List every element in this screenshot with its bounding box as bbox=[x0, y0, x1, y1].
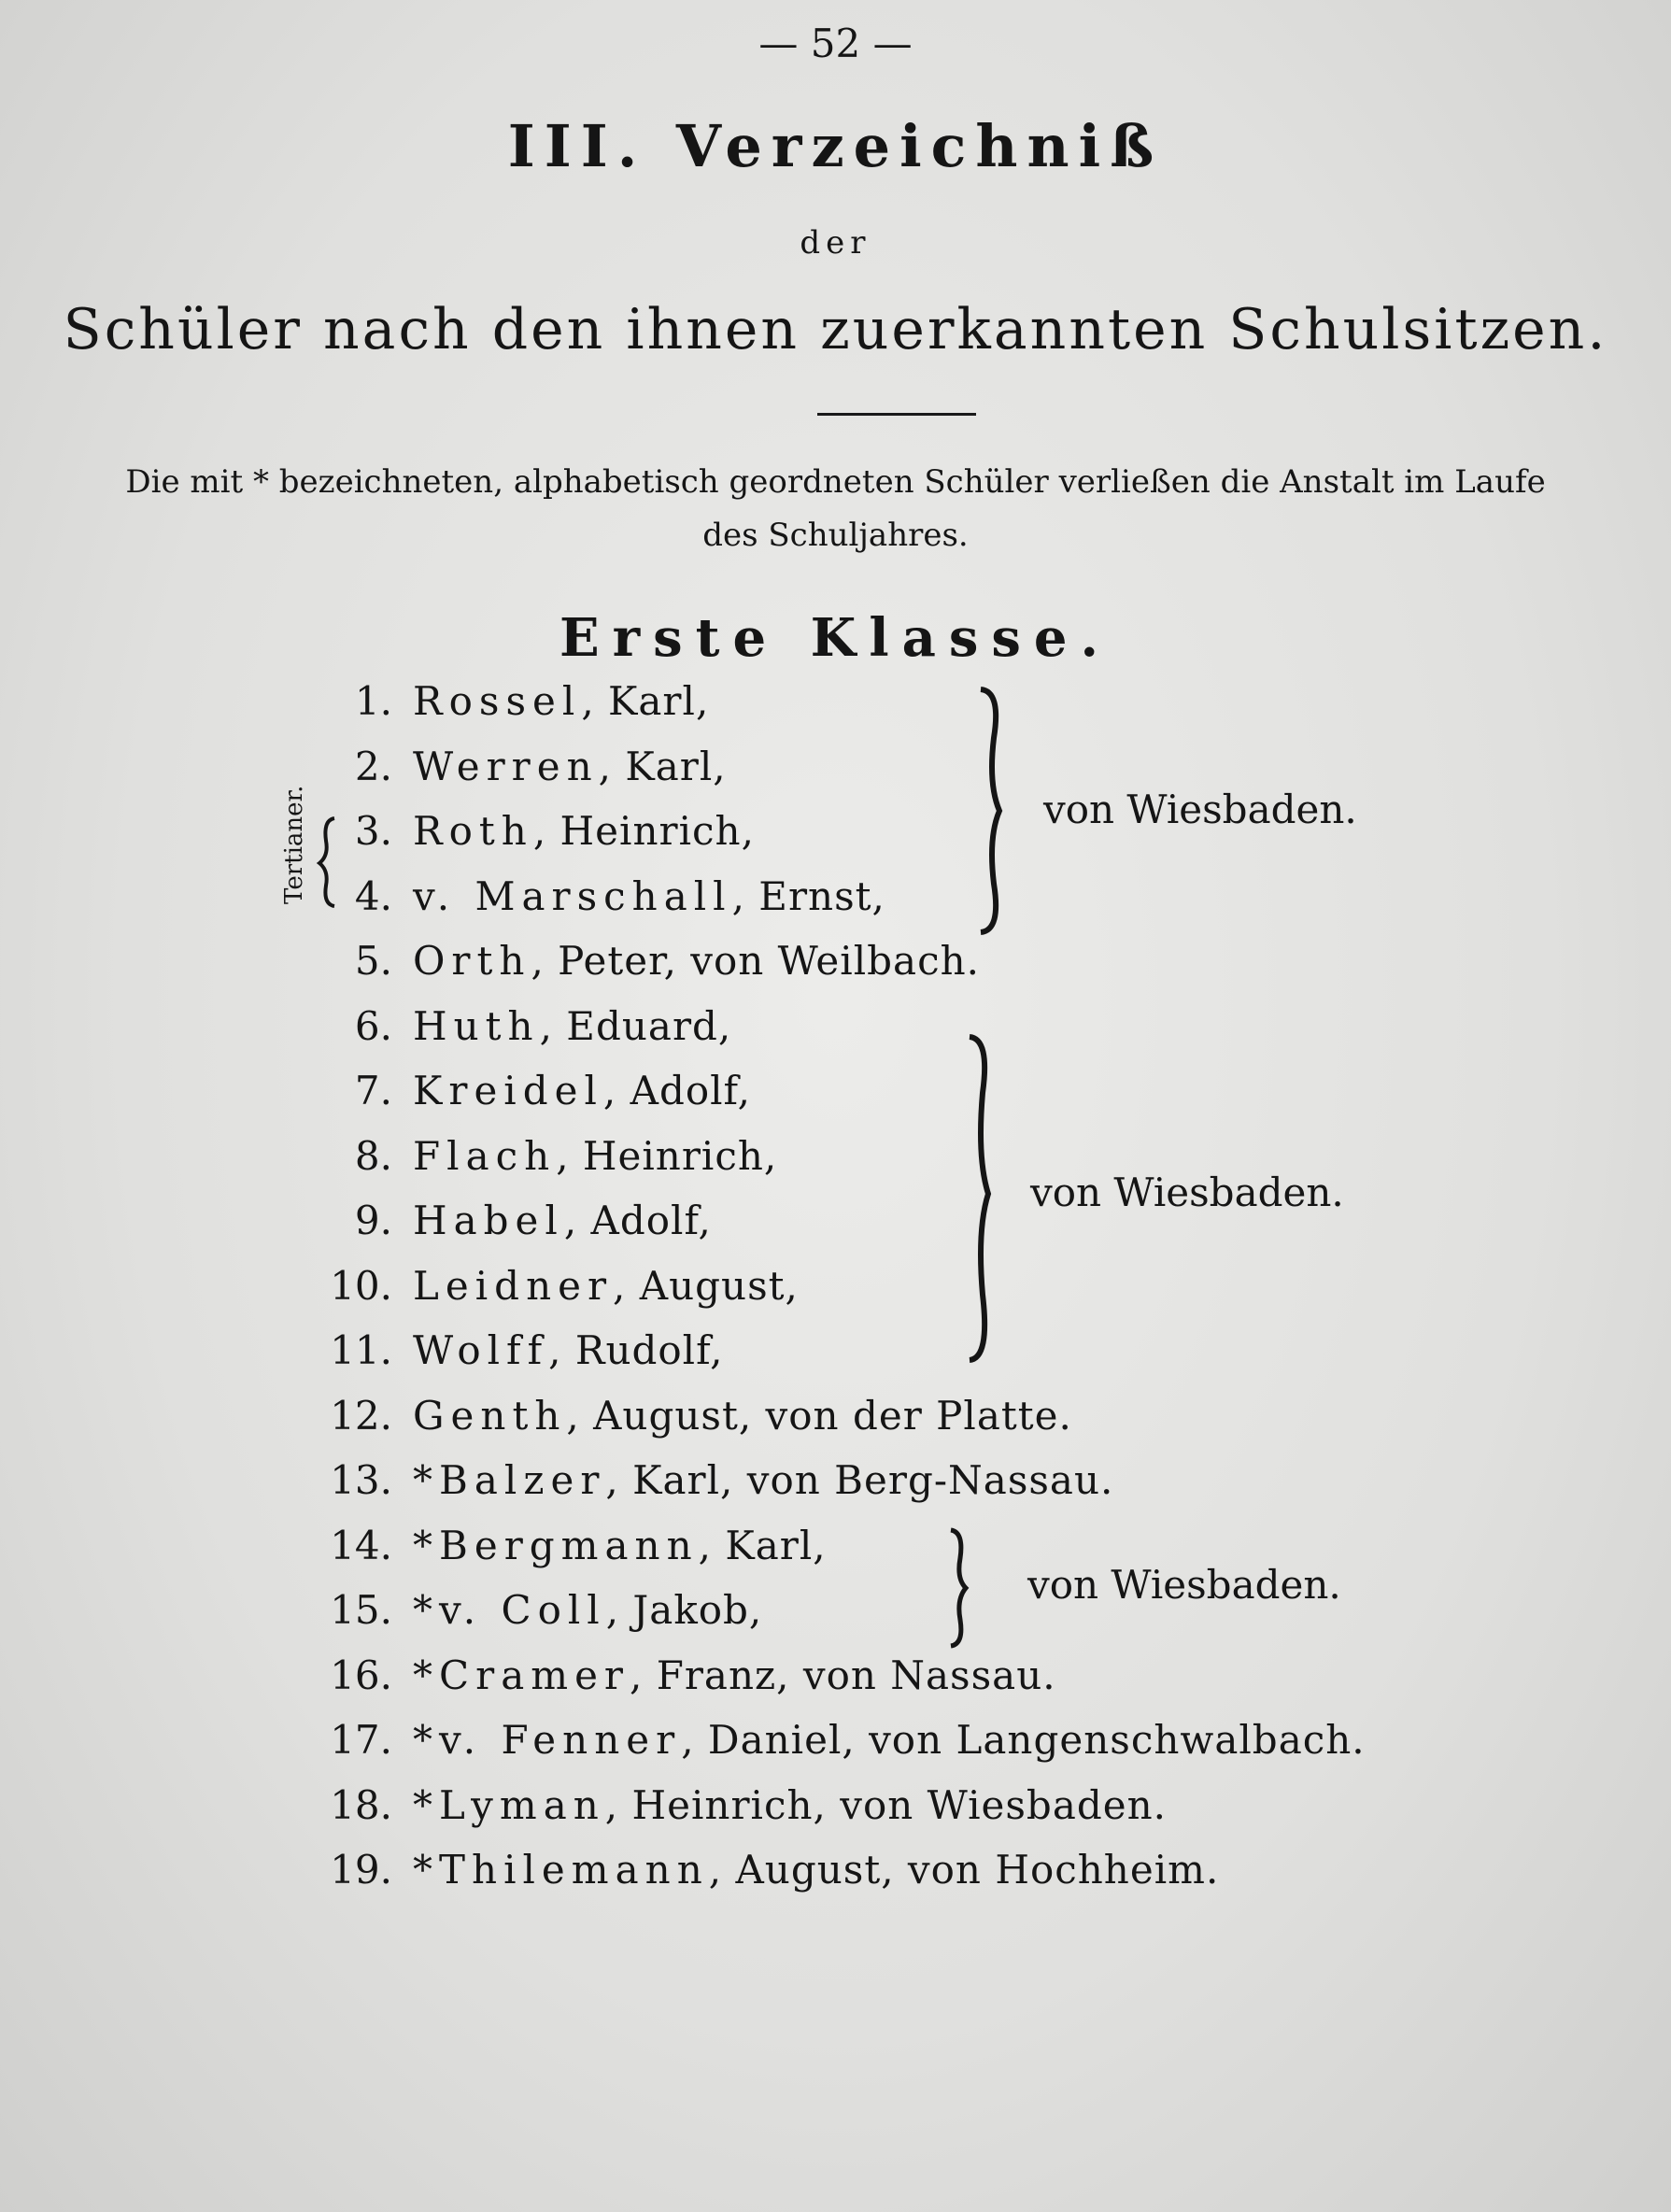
student-number: 10. bbox=[330, 1263, 392, 1309]
student-details: , Heinrich, bbox=[532, 808, 755, 854]
note-line-2: des Schuljahres. bbox=[702, 517, 969, 554]
student-surname: *Thilemann bbox=[413, 1847, 709, 1893]
note-line-1: Die mit * bezeichneten, alphabetisch geordneten Schüler verließen die Anstalt im Laufe bbox=[125, 463, 1546, 501]
student-surname: v. Marschall bbox=[413, 873, 732, 919]
tertianer-label: Tertianer. bbox=[280, 785, 308, 904]
student-number: 5. bbox=[354, 938, 392, 984]
brace-group-2 bbox=[970, 1037, 988, 1360]
student-number: 2. bbox=[354, 744, 392, 789]
student-details: , Karl, von Berg-Nassau. bbox=[605, 1457, 1114, 1503]
student-number: 6. bbox=[354, 1003, 392, 1049]
student-details: , Heinrich, von Wiesbaden. bbox=[604, 1782, 1167, 1828]
student-details: , Heinrich, bbox=[556, 1133, 778, 1179]
student-details: , Jakob, bbox=[605, 1587, 763, 1633]
student-details: , August, von Hochheim. bbox=[708, 1847, 1220, 1893]
student-number: 15. bbox=[330, 1587, 392, 1633]
student-surname: *v. Fenner bbox=[413, 1717, 682, 1763]
student-surname: *Lyman bbox=[413, 1782, 605, 1828]
student-surname: Werren bbox=[413, 744, 599, 789]
student-surname: Habel bbox=[413, 1198, 564, 1243]
student-number: 4. bbox=[354, 873, 392, 919]
brace-note-group-1: von Wiesbaden. bbox=[1043, 787, 1357, 832]
brace-note-group-3: von Wiesbaden. bbox=[1027, 1562, 1341, 1608]
student-details: , Rudolf, bbox=[548, 1327, 724, 1373]
brace-tertianer bbox=[319, 818, 334, 906]
student-number: 7. bbox=[354, 1068, 392, 1113]
student-surname: Flach bbox=[413, 1133, 557, 1179]
student-number: 11. bbox=[330, 1327, 392, 1373]
brace-group-1 bbox=[981, 689, 999, 932]
student-number: 19. bbox=[330, 1847, 392, 1893]
student-surname: *Bergmann bbox=[413, 1523, 699, 1568]
student-details: , August, von der Platte. bbox=[566, 1393, 1072, 1439]
student-surname: Kreidel bbox=[413, 1068, 603, 1113]
student-surname: *v. Coll bbox=[413, 1587, 606, 1633]
student-number: 17. bbox=[330, 1717, 392, 1763]
brace-group-3 bbox=[951, 1530, 966, 1646]
student-details: , August, bbox=[613, 1263, 799, 1309]
class-heading: Erste Klasse. bbox=[559, 607, 1112, 669]
student-details: , Adolf, bbox=[563, 1198, 712, 1243]
student-details: , Karl, bbox=[698, 1523, 827, 1568]
student-surname: *Balzer bbox=[413, 1457, 606, 1503]
student-number: 8. bbox=[354, 1133, 392, 1179]
student-details: , Franz, von Nassau. bbox=[630, 1652, 1056, 1698]
page-number: — 52 — bbox=[758, 21, 913, 66]
student-surname: Leidner bbox=[413, 1263, 614, 1309]
student-number: 9. bbox=[354, 1198, 392, 1243]
student-surname: *Cramer bbox=[413, 1652, 630, 1698]
section-title: III. Verzeichniß bbox=[507, 112, 1164, 180]
student-number: 12. bbox=[330, 1393, 392, 1439]
student-number: 13. bbox=[330, 1457, 392, 1503]
student-details: , Daniel, von Langenschwalbach. bbox=[681, 1717, 1366, 1763]
section-title-connector: der bbox=[800, 224, 871, 262]
student-number: 18. bbox=[330, 1782, 392, 1828]
brace-note-group-2: von Wiesbaden. bbox=[1030, 1170, 1344, 1215]
student-surname: Wolff bbox=[413, 1327, 549, 1373]
student-details: , Ernst, bbox=[731, 873, 885, 919]
student-number: 16. bbox=[330, 1652, 392, 1698]
student-surname: Rossel bbox=[413, 678, 582, 724]
student-details: , Karl, bbox=[598, 744, 727, 789]
student-number: 3. bbox=[354, 808, 392, 854]
student-number: 14. bbox=[330, 1523, 392, 1568]
student-details: , Eduard, bbox=[539, 1003, 732, 1049]
section-subtitle: Schüler nach den ihnen zuerkannten Schulsitzen. bbox=[63, 297, 1608, 362]
student-number: 1. bbox=[354, 678, 392, 724]
student-surname: Genth bbox=[413, 1393, 567, 1439]
student-surname: Orth bbox=[413, 938, 531, 984]
student-details: , Peter, von Weilbach. bbox=[531, 938, 980, 984]
student-surname: Roth bbox=[413, 808, 533, 854]
student-details: , Karl, bbox=[581, 678, 710, 724]
student-details: , Adolf, bbox=[602, 1068, 751, 1113]
student-surname: Huth bbox=[413, 1003, 540, 1049]
